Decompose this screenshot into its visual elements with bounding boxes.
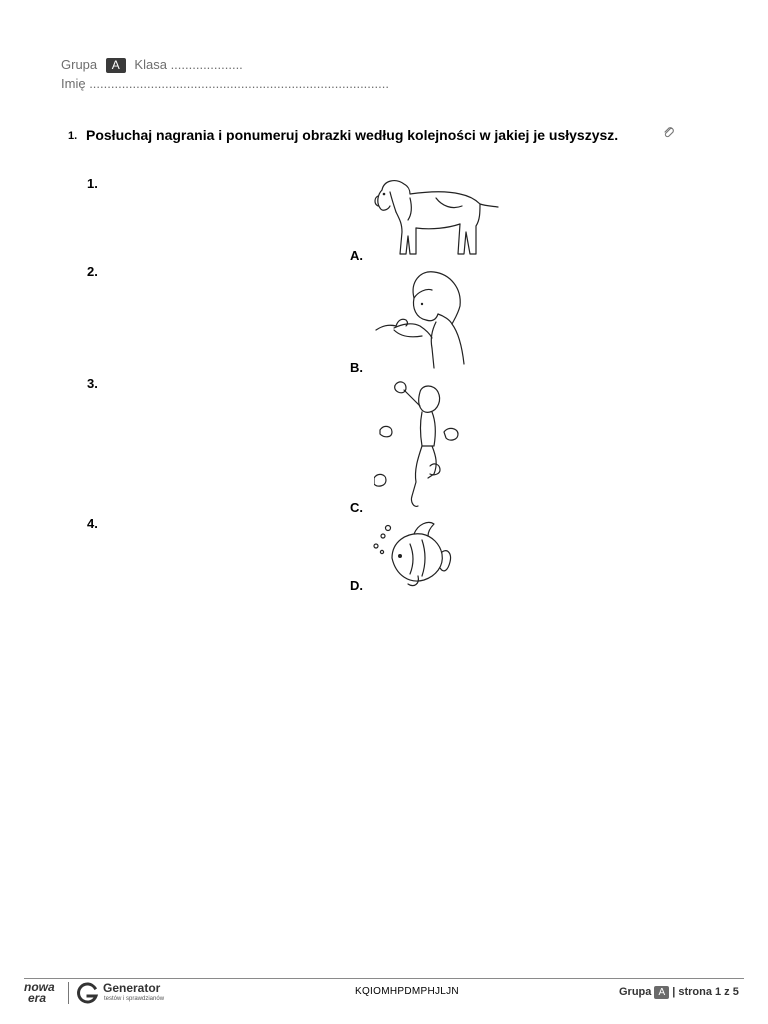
option-letter-b: B.	[350, 360, 363, 375]
answer-slot-1: 1.	[87, 176, 98, 191]
group-badge: A	[106, 58, 126, 73]
answer-slot-3: 3.	[87, 376, 98, 391]
footer-divider	[24, 978, 744, 979]
option-letter-a: A.	[350, 248, 363, 263]
question-number: 1.	[68, 130, 78, 142]
class-dots: ....................	[170, 57, 243, 72]
dog-icon	[372, 176, 500, 262]
name-dots: ...................................................................................	[89, 76, 389, 91]
class-label: Klasa	[134, 57, 167, 72]
group-line	[61, 57, 243, 73]
option-letter-c: C.	[350, 500, 363, 515]
logo-separator	[68, 982, 69, 1004]
generator-logo-icon	[76, 982, 100, 1006]
fish-icon	[370, 518, 452, 590]
option-letter-d: D.	[350, 578, 363, 593]
group-label: Grupa	[61, 57, 98, 72]
girl-with-mouse-icon	[374, 268, 468, 372]
boy-climbing-icon	[374, 378, 466, 512]
generator-subtitle: testów i sprawdzianów	[104, 996, 165, 1002]
footer-group-badge: A	[654, 986, 669, 999]
test-code: KQIOMHPDMPHJLJN	[355, 986, 459, 997]
question-text: Posłuchaj nagrania i ponumeruj obrazki według kolejności w jakiej je usłyszysz.	[86, 127, 619, 143]
paperclip-icon[interactable]	[662, 125, 676, 139]
footer-group-label: Grupa	[619, 986, 652, 998]
answer-slot-2: 2.	[87, 264, 98, 279]
answer-slot-4: 4.	[87, 516, 98, 531]
name-line	[61, 76, 389, 91]
page-number: | strona 1 z 5	[672, 986, 739, 998]
generator-title: Generator	[103, 981, 161, 995]
page-indicator	[619, 986, 739, 999]
nowa-era-logo: nowa era	[24, 980, 55, 1005]
name-label: Imię	[61, 76, 86, 91]
